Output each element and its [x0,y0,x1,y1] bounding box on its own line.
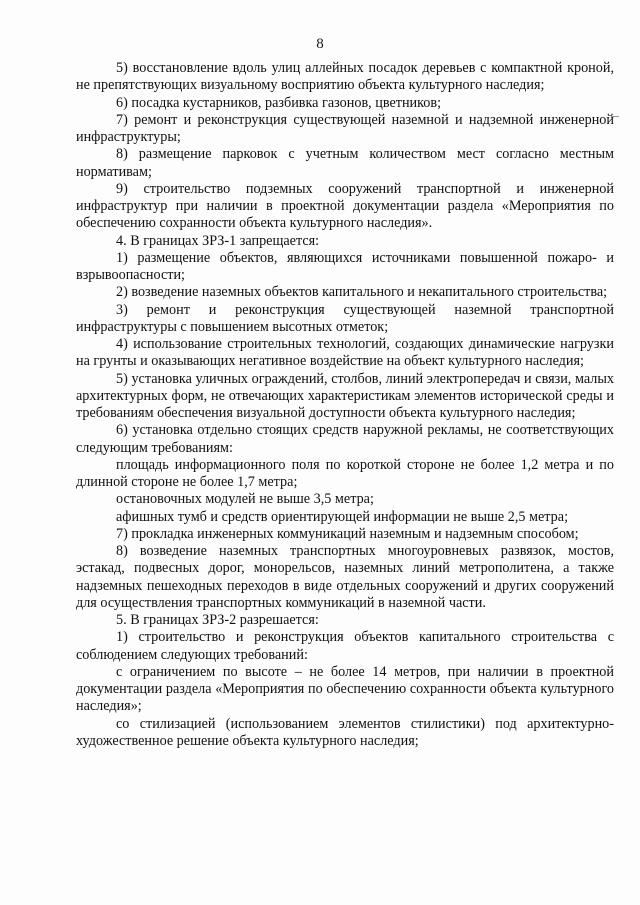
section-heading-4: 4. В границах ЗРЗ-1 запрещается: [116,232,320,249]
paragraph-allowed-1: 1) строительство и реконструкция объектов капитального строительства с соблюдением следующих требований: [76,629,614,663]
paragraph-prohibited-4: 4) использование строительных технологий, создающих динамические нагрузки на грунты и оказывающих негативное воздействие на объект культурного наследия; [76,336,614,370]
paragraph-item-8-parking: 8) размещение парковок с учетным количеством мест согласно местным нормативам; [76,146,614,180]
paragraph-requirement-posters: афишных тумб и средств ориентирующей информации не выше 2,5 метра; [116,508,569,525]
paragraph-prohibited-2: 2) возведение наземных объектов капитального и некапитального строительства; [116,284,608,301]
paragraph-requirement-stops: остановочных модулей не выше 3,5 метра; [116,491,374,508]
paragraph-item-5-alley-plantings: 5) восстановление вдоль улиц аллейных посадок деревьев с компактной кроной, не препятствующих визуальному восприятию объекта культурного наследия; [76,60,614,94]
document-body [76,60,614,750]
paragraph-item-6-shrubs: 6) посадка кустарников, разбивка газонов, цветников; [116,94,442,111]
paragraph-stylization: со стилизацией (использованием элементов стилистики) под архитектурно-художественное решение объекта культурного наследия; [76,715,614,749]
section-heading-5: 5. В границах ЗРЗ-2 разрешается: [116,612,319,628]
paragraph-prohibited-8: 8) возведение наземных транспортных многоуровневых развязок, мостов, эстакад, подвесных дорог, монорельсов, наземных линий метрополитена, а также надземных пешеходных переходов в виде отдельных сооружений и других сооружений для осуществления транспортных коммуникаций в наземной части. [76,543,614,611]
paragraph-prohibited-1: 1) размещение объектов, являющихся источниками повышенной пожаро- и взрывоопасности; [76,249,614,283]
paragraph-prohibited-5: 5) установка уличных ограждений, столбов, линий электропередач и связи, малых архитектурных форм, не отвечающих характеристикам элементов исторической среды и требованиям обеспечения визуальной доступности объекта культурного наследия; [76,370,614,421]
paragraph-prohibited-6: 6) установка отдельно стоящих средств наружной рекламы, не соответствующих следующим требованиям: [76,422,614,456]
paragraph-requirement-area: площадь информационного поля по короткой стороне не более 1,2 метра и по длинной стороне не более 1,7 метра; [76,456,614,490]
paragraph-prohibited-7: 7) прокладка инженерных коммуникаций наземным и надземным способом; [116,525,579,542]
paragraph-item-9-underground: 9) строительство подземных сооружений транспортной и инженерной инфраструктур при наличии в проектной документации раздела «Мероприятия по обеспечению сохранности объекта культурного наследия». [76,180,614,232]
paragraph-item-7-engineering-repair: 7) ремонт и реконструкция существующей наземной и надземной инженерной инфраструктуры; [76,111,614,145]
paragraph-prohibited-3: 3) ремонт и реконструкция существующей наземной транспортной инфраструктуры с повышением высотных отметок; [76,301,614,335]
paragraph-height-limit: с ограничением по высоте – не более 14 метров, при наличии в проектной документации раздела «Мероприятия по обеспечению сохранности объекта культурного наследия»; [76,663,614,715]
page-number: 8 [316,36,324,52]
